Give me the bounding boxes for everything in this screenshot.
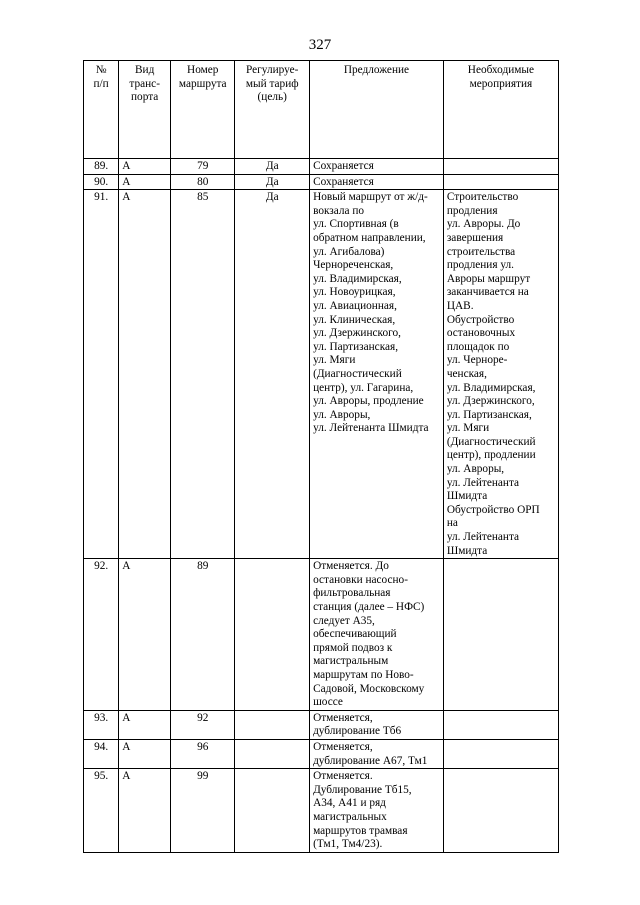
header-route-number <box>171 61 235 159</box>
row-transport-type: А <box>119 769 171 853</box>
table-header-row <box>84 61 559 159</box>
text-line: следует А35, <box>313 614 375 627</box>
table-row <box>84 559 559 711</box>
text-line: маршрута <box>178 77 227 90</box>
text-line: п/п <box>93 77 109 90</box>
row-transport-type: А <box>119 739 171 768</box>
row-route-number: 96 <box>171 739 235 768</box>
text-line: ул. Партизанская, <box>313 340 399 353</box>
text-line: центр), ул. Гагарина, <box>313 381 414 394</box>
text-line: Сохраняется <box>313 175 374 188</box>
row-route-number: 85 <box>171 190 235 559</box>
text-line: мый тариф <box>245 77 299 90</box>
row-transport-type: А <box>119 159 171 175</box>
text-line: ул. Черноре- <box>446 354 508 367</box>
row-transport-type: А <box>119 710 171 739</box>
text-line: маршрутам по Ново- <box>313 668 414 681</box>
text-line: ул. Мяги <box>446 422 490 435</box>
text-line: № <box>95 64 107 76</box>
text-line: ул. Дзержинского, <box>313 327 401 340</box>
text-line: ул. Агибалова) <box>313 245 385 258</box>
text-line: Отменяется. До <box>313 560 389 573</box>
text-line: ул. Лейтенанта Шмидта <box>313 422 429 435</box>
text-line: ул. Владимирская, <box>446 381 536 394</box>
text-line: ЦАВ. <box>446 299 474 312</box>
row-index: 91. <box>84 190 119 559</box>
text-line: Сохраняется <box>313 160 374 172</box>
text-line: (Диагностический <box>446 435 536 448</box>
table-body <box>84 159 559 853</box>
text-line: строительства <box>446 245 516 258</box>
row-route-number: 92 <box>171 710 235 739</box>
text-line: ул. Новоурицкая, <box>313 286 396 299</box>
text-line: остановочных <box>446 327 516 340</box>
text-line: ул. Лейтенанта <box>446 531 520 544</box>
row-proposal <box>310 769 444 853</box>
text-line: Необходимые <box>467 64 535 76</box>
page-number: 327 <box>308 37 332 53</box>
text-line: ул. Партизанская, <box>446 408 532 421</box>
text-line: транс- <box>129 77 160 90</box>
row-transport-type: А <box>119 559 171 711</box>
text-line: вокзала по <box>313 204 365 217</box>
text-line: Строительство <box>446 191 519 204</box>
row-route-number: 80 <box>171 174 235 190</box>
header-measures <box>443 61 558 159</box>
row-tariff: Да <box>235 190 310 559</box>
text-line: ул. Лейтенанта <box>446 476 520 489</box>
text-line: (цель) <box>257 91 287 104</box>
text-line: ул. Мяги <box>313 354 356 367</box>
row-index: 89. <box>84 159 119 175</box>
table-row <box>84 159 559 175</box>
text-line: ул. Авроры, продление <box>313 395 424 408</box>
row-route-number: 79 <box>171 159 235 175</box>
text-line: ченская, <box>446 367 487 380</box>
row-measures <box>443 174 558 190</box>
text-line: площадок по <box>446 340 510 353</box>
row-index: 94. <box>84 739 119 768</box>
row-proposal <box>310 190 444 559</box>
header-transport-type <box>119 61 171 159</box>
text-line: фильтровальная <box>313 587 391 600</box>
row-index: 93. <box>84 710 119 739</box>
row-index: 95. <box>84 769 119 853</box>
text-line: Шмидта <box>446 490 488 503</box>
text-line: Обустройство <box>446 313 515 326</box>
text-line: магистральным <box>313 655 389 668</box>
row-transport-type: А <box>119 190 171 559</box>
text-line: Отменяется, <box>313 740 373 753</box>
header-regulated-tariff <box>235 61 310 159</box>
row-measures <box>443 769 558 853</box>
text-line: ул. Дзержинского, <box>446 395 535 408</box>
table-row <box>84 739 559 768</box>
row-tariff <box>235 739 310 768</box>
text-line: ул. Авиационная, <box>313 299 397 312</box>
text-line: ул. Авроры, <box>313 408 371 421</box>
text-line: центр), продлении <box>446 449 536 462</box>
row-measures <box>443 190 558 559</box>
row-proposal <box>310 710 444 739</box>
text-line: продления ул. <box>446 259 514 272</box>
row-proposal <box>310 559 444 711</box>
text-line: Чернореченская, <box>313 259 394 272</box>
text-line: на <box>446 517 458 530</box>
text-line: Дублирование Тб15, <box>313 783 412 796</box>
row-measures <box>443 739 558 768</box>
text-line: дублирование А67, Тм1 <box>313 754 428 767</box>
row-route-number: 99 <box>171 769 235 853</box>
text-line: (Тм1, Тм4/23). <box>313 838 383 851</box>
text-line: Номер <box>187 64 219 76</box>
text-line: Регулируе- <box>246 64 299 76</box>
table-row <box>84 190 559 559</box>
text-line: Шмидта <box>446 544 488 557</box>
row-measures <box>443 710 558 739</box>
text-line: (Диагностический <box>313 367 402 380</box>
text-line: ул. Спортивная (в <box>313 218 399 231</box>
row-route-number: 89 <box>171 559 235 711</box>
row-index: 90. <box>84 174 119 190</box>
text-line: станция (далее – НФС) <box>313 601 425 613</box>
text-line: Садовой, Московскому <box>313 682 425 695</box>
text-line: Отменяется, <box>313 711 373 724</box>
text-line: прямой подвоз к <box>313 641 393 654</box>
text-line: магистральных <box>313 810 387 823</box>
header-index <box>84 61 119 159</box>
text-line: маршрутов трамвая <box>313 824 408 837</box>
text-line: Предложение <box>343 64 410 76</box>
table-row <box>84 174 559 190</box>
row-index: 92. <box>84 559 119 711</box>
row-proposal <box>310 174 444 190</box>
text-line: ул. Клиническая, <box>313 313 396 326</box>
text-line: мероприятия <box>469 77 533 90</box>
text-line: продления <box>446 204 498 217</box>
row-proposal <box>310 739 444 768</box>
routes-table <box>83 60 559 853</box>
text-line: обеспечивающий <box>313 628 397 641</box>
text-line: Обустройство ОРП <box>446 503 540 516</box>
text-line: ул. Владимирская, <box>313 272 402 285</box>
text-line: Авроры маршрут <box>446 272 531 285</box>
text-line: Новый маршрут от ж/д- <box>313 191 428 204</box>
table-row <box>84 710 559 739</box>
row-measures <box>443 159 558 175</box>
text-line: дублирование Тб6 <box>313 725 402 738</box>
text-line: завершения <box>446 231 504 244</box>
header-proposal <box>310 61 444 159</box>
text-line: ул. Авроры, <box>446 463 505 476</box>
row-measures <box>443 559 558 711</box>
text-line: ул. Авроры. До <box>446 218 521 231</box>
row-tariff <box>235 710 310 739</box>
text-line: порта <box>131 91 159 104</box>
row-tariff: Да <box>235 159 310 175</box>
row-tariff <box>235 769 310 853</box>
text-line: А34, А41 и ряд <box>313 797 386 810</box>
row-tariff <box>235 559 310 711</box>
text-line: шоссе <box>313 696 343 709</box>
text-line: заканчивается на <box>446 286 529 299</box>
text-line: остановки насосно- <box>313 573 408 586</box>
row-transport-type: А <box>119 174 171 190</box>
table-row <box>84 769 559 853</box>
text-line: обратном направлении, <box>313 231 426 244</box>
text-line: Вид <box>135 64 155 76</box>
row-proposal <box>310 159 444 175</box>
row-tariff: Да <box>235 174 310 190</box>
text-line: Отменяется. <box>313 770 373 783</box>
